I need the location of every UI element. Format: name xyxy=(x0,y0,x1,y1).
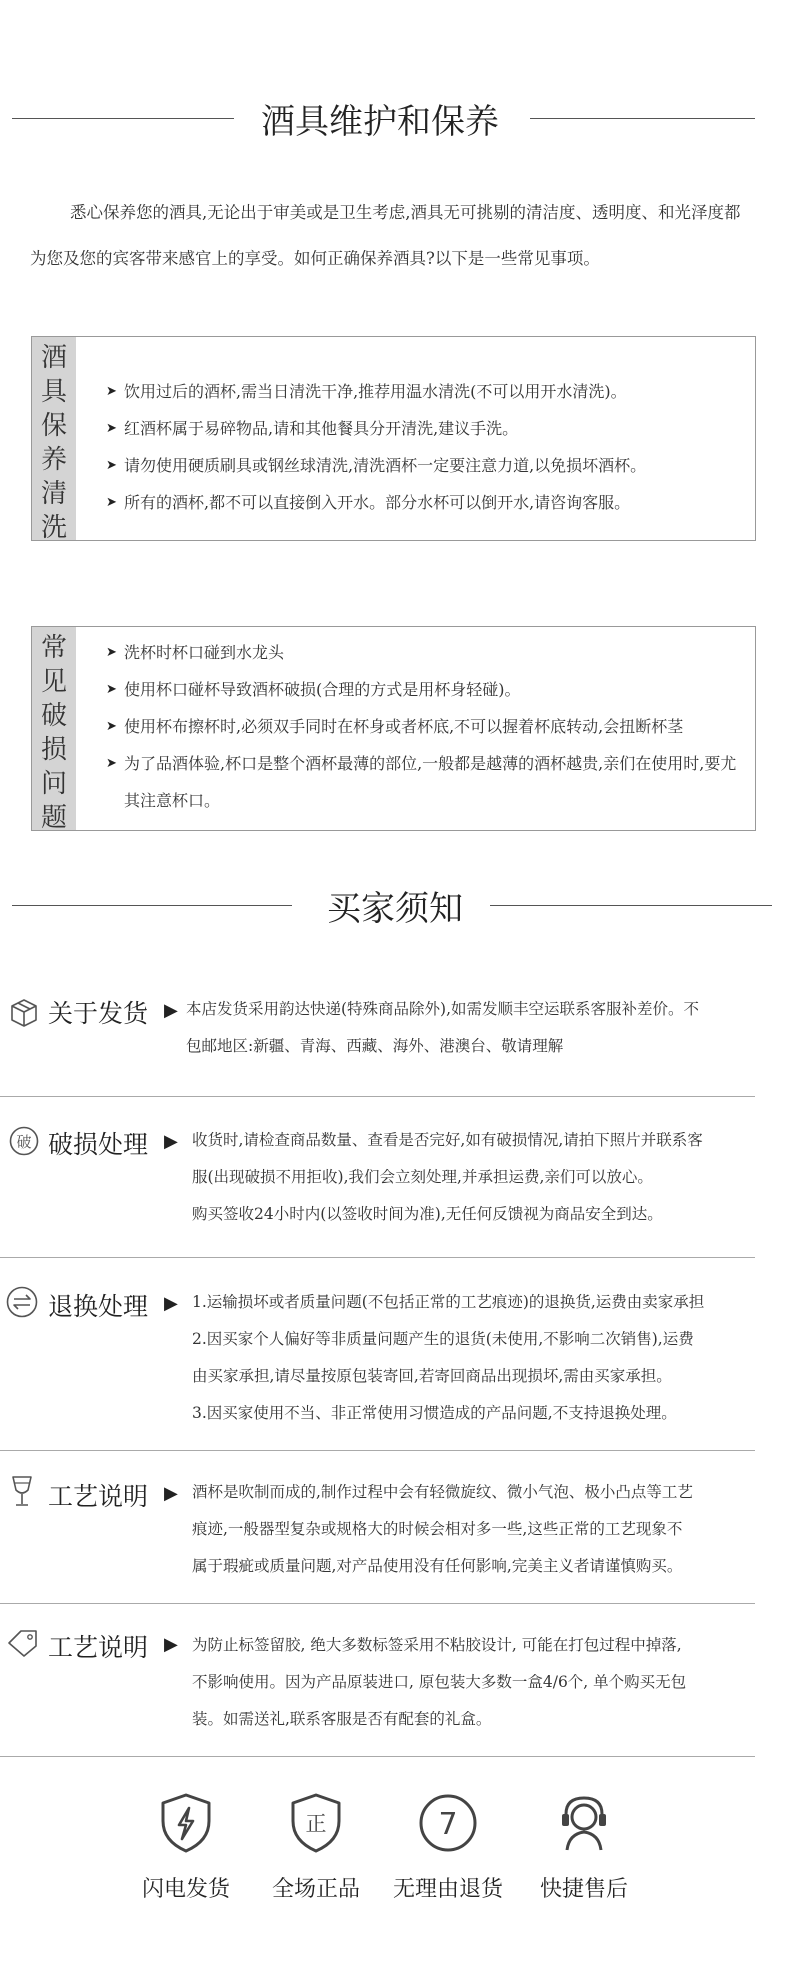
separator xyxy=(0,1603,755,1604)
arrow-icon: ➤ xyxy=(106,756,117,771)
wine-glass-icon xyxy=(8,1474,36,1512)
svg-text:破: 破 xyxy=(16,1133,32,1151)
separator xyxy=(0,1450,755,1451)
list-item: ➤ 所有的酒杯,都不可以直接倒入开水。部分水杯可以倒开水,请咨询客服。 xyxy=(106,484,745,521)
list-item: ➤ 使用杯口碰杯导致酒杯破损(合理的方式是用杯身轻碰)。 xyxy=(106,671,745,708)
breakage-list xyxy=(106,634,745,819)
title-rule-right xyxy=(530,118,755,119)
arrow-icon: ➤ xyxy=(106,495,117,510)
list-item: ➤ 红酒杯属于易碎物品,请和其他餐具分开清洗,建议手洗。 xyxy=(106,410,745,447)
title-rule-left xyxy=(12,905,292,906)
svg-text:正: 正 xyxy=(305,1812,327,1836)
row-title: 工艺说明 xyxy=(48,1633,149,1662)
arrow-icon: ➤ xyxy=(106,458,117,473)
arrow-icon: ➤ xyxy=(106,719,117,734)
row-title: 工艺说明 xyxy=(48,1482,149,1511)
tag-icon xyxy=(6,1628,40,1662)
svg-text:7: 7 xyxy=(438,1807,458,1842)
list-item: ➤ 使用杯布擦杯时,必须双手同时在杯身或者杯底,不可以握着杯底转动,会扭断杯茎 xyxy=(106,708,745,745)
care-box-side: 酒 具 保 养 清 洗 xyxy=(32,337,76,540)
row-title: 破损处理 xyxy=(48,1130,149,1159)
list-item: ➤ 饮用过后的酒杯,需当日清洗干净,推荐用温水清洗(不可以用开水清洗)。 xyxy=(106,373,745,410)
service-aftersale xyxy=(524,1792,644,1903)
service-label: 闪电发货 xyxy=(141,1877,230,1902)
row-text: 本店发货采用韵达快递(特殊商品除外),如需发顺丰空运联系客服补差价。不 包邮地区:新疆、青海、西藏、海外、港澳台、敬请理解 xyxy=(186,1000,700,1055)
breakage-box xyxy=(31,626,756,831)
separator xyxy=(0,1257,755,1258)
row-title: 退换处理 xyxy=(48,1292,149,1321)
row-text: 为防止标签留胶, 绝大多数标签采用不粘胶设计, 可能在打包过程中掉落, 不影响使用。因为产品原装进口, 原包装大多数一盒4/6个, 单个购买无包 装。如需送礼,联系客服是否有配套的礼盒。 xyxy=(192,1636,687,1728)
row-text: 1.运输损坏或者质量问题(不包括正常的工艺痕迹)的退换货,运费由卖家承担 2.因买家个人偏好等非质量问题产生的退货(未使用,不影响二次销售),运费 由买家承担,请尽量按原包装寄回,若寄回商品出现损坏,需由买家承担。 3.因买家使用不当、非正常使用习惯造成的产品问题,不支持退换处理。 xyxy=(192,1293,705,1422)
service-lightning xyxy=(126,1792,246,1903)
care-intro: 悉心保养您的酒具,无论出于审美或是卫生考虑,酒具无可挑剔的清洁度、透明度、和光泽度都为您及您的宾客带来感官上的享受。如何正确保养酒具?以下是一些常见事项。 xyxy=(30,203,741,268)
row-arrow: ▶ xyxy=(164,1483,178,1504)
row-arrow: ▶ xyxy=(164,1131,178,1152)
service-label: 快捷售后 xyxy=(539,1877,628,1902)
row-text: 酒杯是吹制而成的,制作过程中会有轻微旋纹、微小气泡、极小凸点等工艺 痕迹,一般器型复杂或规格大的时候会相对多一些,这些正常的工艺现象不 属于瑕疵或质量问题,对产品使用没有任何影响,完美主义者请谨慎购买。 xyxy=(192,1483,693,1575)
broken-icon xyxy=(8,1125,40,1161)
exchange-icon xyxy=(5,1285,39,1323)
breakage-box-side: 常 见 破 损 问 题 xyxy=(32,627,76,830)
care-title: 酒具维护和保养 xyxy=(261,102,499,142)
list-item: ➤ 洗杯时杯口碰到水龙头 xyxy=(106,634,745,671)
care-box xyxy=(31,336,756,541)
lightning-shield-icon xyxy=(158,1792,214,1854)
customer-service-icon xyxy=(553,1792,615,1854)
arrow-icon: ➤ xyxy=(106,645,117,660)
service-label: 无理由退货 xyxy=(392,1877,503,1902)
seven-day-icon xyxy=(417,1792,479,1854)
notice-title: 买家须知 xyxy=(327,889,463,929)
care-list xyxy=(106,373,745,521)
arrow-icon: ➤ xyxy=(106,421,117,436)
title-rule-right xyxy=(490,905,772,906)
title-rule-left xyxy=(12,118,234,119)
service-return xyxy=(388,1792,508,1903)
arrow-icon: ➤ xyxy=(106,682,117,697)
row-text: 收货时,请检查商品数量、查看是否完好,如有破损情况,请拍下照片并联系客 服(出现破损不用拒收),我们会立刻处理,并承担运费,亲们可以放心。 购买签收24小时内(以签收时间为准),无任何反馈视为商品安全到达。 xyxy=(192,1131,703,1223)
separator xyxy=(0,1096,755,1097)
shipping-box-icon xyxy=(8,996,40,1032)
row-arrow: ▶ xyxy=(164,1634,178,1655)
service-genuine xyxy=(256,1792,376,1903)
list-item: ➤ 为了品酒体验,杯口是整个酒杯最薄的部位,一般都是越薄的酒杯越贵,亲们在使用时,要尤其注意杯口。 xyxy=(106,745,745,819)
row-arrow: ▶ xyxy=(164,1293,178,1314)
list-item: ➤ 请勿使用硬质刷具或钢丝球清洗,清洗酒杯一定要注意力道,以免损坏酒杯。 xyxy=(106,447,745,484)
genuine-shield-icon xyxy=(288,1792,344,1854)
arrow-icon: ➤ xyxy=(106,384,117,399)
service-label: 全场正品 xyxy=(271,1877,360,1902)
separator xyxy=(0,1756,755,1757)
row-title: 关于发货 xyxy=(48,999,149,1028)
row-arrow: ▶ xyxy=(164,1000,178,1021)
